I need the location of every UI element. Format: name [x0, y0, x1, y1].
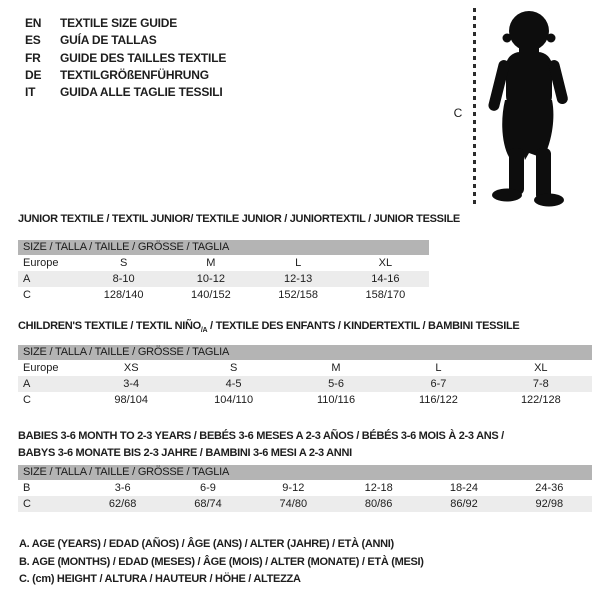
language-label: GUIDE DES TAILLES TEXTILE — [60, 50, 227, 65]
row-label: A — [23, 378, 31, 390]
height-cell: 80/86 — [364, 498, 393, 510]
babies-title-line2: BABYS 3-6 MONATE BIS 2-3 JAHRE / BAMBINI 3-6 MESI A 2-3 ANNI — [18, 447, 352, 459]
babies-table-title — [18, 428, 578, 462]
children-table-title: CHILDREN'S TEXTILE / TEXTIL $NIÑO_{/A}$ / TEXTILE DES ENFANTS / KINDERTEXTIL / BAMBINI TESSILE — [18, 320, 520, 335]
table-row — [18, 360, 592, 376]
language-code: FR — [25, 50, 41, 65]
table-row — [18, 480, 592, 496]
language-label: GUIDA ALLE TAGLIE TESSILI — [60, 85, 223, 100]
size-cell: S — [229, 362, 238, 374]
language-header — [25, 15, 226, 101]
age-cell: 12-13 — [284, 273, 313, 285]
footnotes — [19, 536, 424, 589]
size-cell: M — [206, 257, 216, 269]
height-cell: 86/92 — [450, 498, 478, 510]
height-cell: 116/122 — [418, 394, 458, 406]
row-label: C — [23, 498, 31, 510]
height-cell: 122/128 — [520, 394, 561, 406]
height-cell: 158/170 — [365, 289, 406, 301]
row-label: B — [23, 482, 31, 494]
age-cell: 12-18 — [364, 482, 393, 494]
size-cell: L — [435, 362, 442, 374]
language-row — [25, 50, 226, 67]
height-label: C — [453, 106, 463, 120]
age-cell: 6-9 — [200, 482, 216, 494]
size-cell: XS — [123, 362, 139, 374]
age-cell: 24-36 — [535, 482, 564, 494]
size-cell: M — [331, 362, 341, 374]
size-header-bar: SIZE / TALLA / TAILLE / GRÖSSE / TAGLIA — [18, 240, 429, 255]
nino-a-subscript: /A — [200, 327, 208, 335]
row-label: Europe — [23, 362, 59, 374]
age-cell: 18-24 — [449, 482, 479, 494]
size-cell: S — [119, 257, 128, 269]
height-cell: 104/110 — [214, 394, 254, 406]
age-cell: 6-7 — [430, 378, 447, 390]
language-row — [25, 67, 226, 84]
height-dashed-line — [473, 8, 476, 205]
age-cell: 5-6 — [328, 378, 344, 390]
language-row — [25, 32, 226, 49]
age-cell: 3-4 — [123, 378, 140, 390]
row-label: A — [23, 273, 31, 285]
language-code: ES — [25, 33, 41, 48]
table-row — [18, 376, 592, 392]
footnote-age-months: B. AGE (MONTHS) / EDAD (MESES) / ÂGE (MOIS) / ALTER (MONATE) / ETÀ (MESI) — [19, 555, 424, 568]
height-cell: 92/98 — [535, 498, 564, 510]
footnote-age-years: A. AGE (YEARS) / EDAD (AÑOS) / ÂGE (ANS) / ALTER (JAHRE) / ETÀ (ANNI) — [19, 538, 394, 550]
age-cell: 4-5 — [225, 378, 242, 390]
babies-size-table — [18, 465, 592, 512]
language-row — [25, 84, 226, 101]
junior-table-title: JUNIOR TEXTILE / TEXTIL JUNIOR/ TEXTILE JUNIOR / JUNIORTEXTIL / JUNIOR TESSILE — [18, 213, 460, 225]
table-row — [18, 496, 592, 512]
height-cell: 140/152 — [190, 289, 231, 301]
age-cell: 3-6 — [114, 482, 131, 494]
language-row — [25, 15, 226, 32]
size-cell: XL — [378, 257, 393, 269]
height-cell: 98/104 — [114, 394, 149, 406]
height-cell: 152/158 — [278, 289, 318, 301]
babies-title-line1: BABIES 3-6 MONTH TO 2-3 YEARS / BEBÉS 3-6 MESES A 2-3 AÑOS / BÉBÉS 3-6 MOIS À 2-3 ANS / — [18, 430, 504, 442]
row-label: C — [23, 394, 31, 406]
height-cell: 74/80 — [279, 498, 308, 510]
age-cell: 9-12 — [282, 482, 305, 494]
language-code: DE — [25, 67, 42, 82]
language-label: TEXTILE SIZE GUIDE — [60, 16, 178, 30]
table-row — [18, 255, 429, 271]
footnote-height-cm: C. (cm) HEIGHT / ALTURA / HAUTEUR / HÖHE / ALTEZZA — [19, 573, 301, 586]
language-label: GUÍA DE TALLAS — [60, 33, 157, 48]
height-cell: 128/140 — [103, 289, 144, 301]
toddler-silhouette-icon — [479, 5, 571, 207]
age-cell: 8-10 — [112, 273, 135, 285]
row-label: C — [23, 289, 31, 301]
height-cell: 62/68 — [108, 498, 137, 510]
height-cell: 68/74 — [194, 498, 222, 510]
table-row — [18, 287, 429, 303]
age-cell: 14-16 — [371, 273, 400, 285]
age-cell: 10-12 — [196, 273, 225, 285]
language-code: IT — [25, 85, 36, 100]
height-cell: 110/116 — [316, 394, 356, 406]
junior-size-table — [18, 240, 429, 303]
language-label: TEXTILGRÖßENFÜHRUNG — [60, 67, 209, 82]
table-row — [18, 271, 429, 287]
language-code: EN — [25, 16, 42, 30]
size-header-bar: SIZE / TALLA / TAILLE / GRÖSSE / TAGLIA — [18, 345, 592, 360]
table-row — [18, 392, 592, 408]
row-label: Europe — [23, 257, 59, 269]
children-size-table — [18, 345, 592, 408]
size-cell: L — [295, 257, 302, 269]
age-cell: 7-8 — [532, 378, 549, 390]
size-cell: XL — [534, 362, 548, 374]
size-header-bar: SIZE / TALLA / TAILLE / GRÖSSE / TAGLIA — [18, 465, 592, 480]
